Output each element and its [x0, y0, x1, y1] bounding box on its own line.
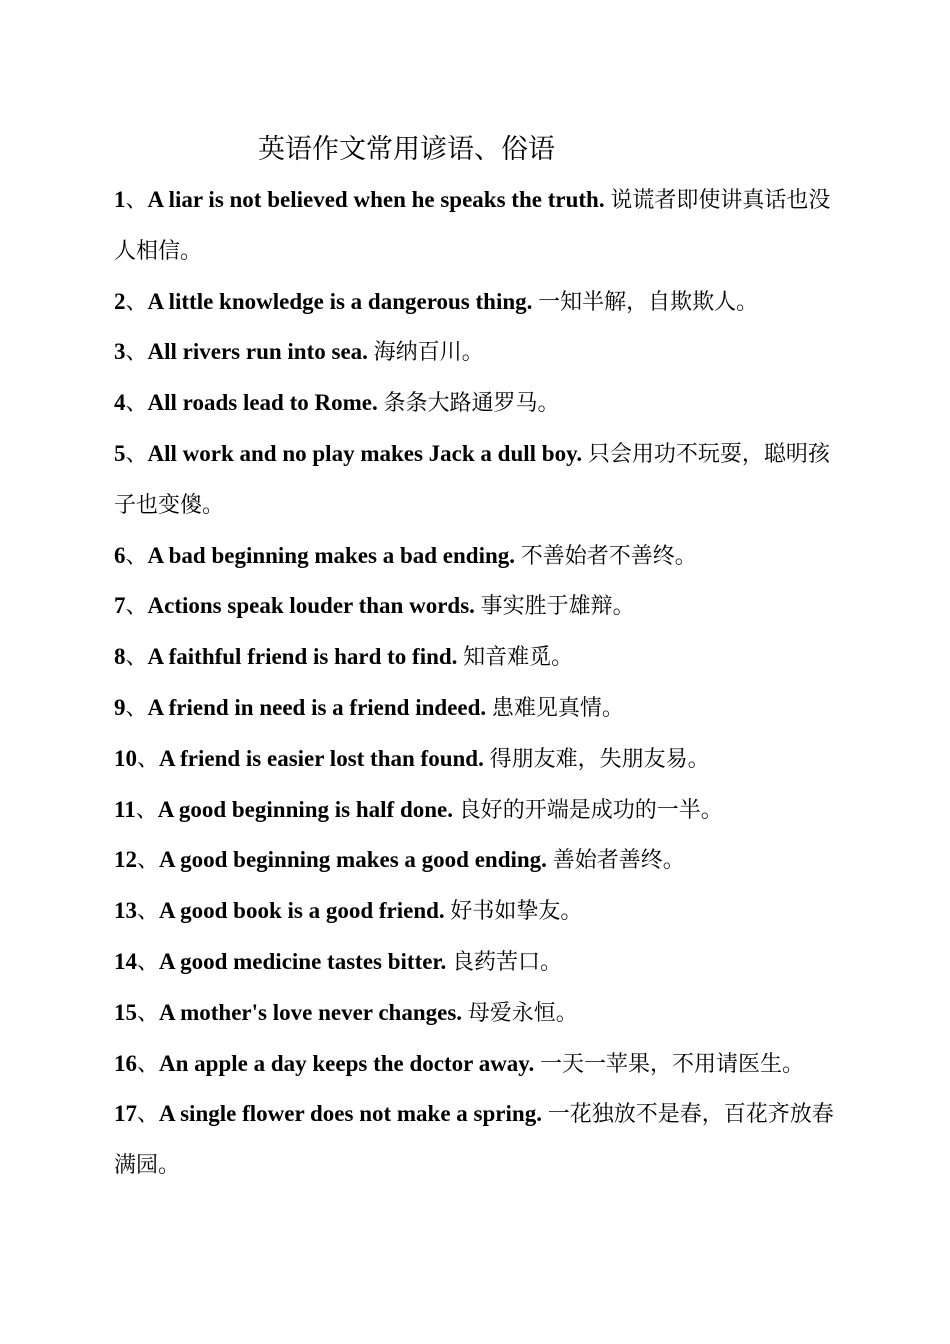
- item-separator: 、: [125, 391, 148, 417]
- proverb-item: [114, 531, 838, 582]
- proverb-item: [114, 785, 838, 836]
- document-title: 英语作文常用谚语、俗语: [258, 134, 555, 165]
- chinese-translation: 海纳百川。: [373, 340, 484, 366]
- item-number: 9: [114, 694, 126, 720]
- proverb-item: [114, 175, 838, 277]
- proverb-item: [114, 581, 838, 632]
- chinese-translation: 一花独放不是春，百花齐放春满园。: [114, 1102, 834, 1179]
- proverb-item: [114, 734, 838, 785]
- english-proverb: A little knowledge is a dangerous thing.: [147, 288, 533, 314]
- english-proverb: A good book is a good friend.: [159, 898, 445, 924]
- item-separator: 、: [125, 340, 148, 366]
- chinese-translation: 事实胜于雄辩。: [480, 594, 635, 620]
- english-proverb: A good medicine tastes bitter.: [159, 948, 447, 974]
- chinese-translation: 母爱永恒。: [467, 1000, 578, 1026]
- item-separator: 、: [137, 848, 160, 874]
- english-proverb: A faithful friend is hard to find.: [147, 644, 458, 670]
- chinese-translation: 只会用功不玩耍，聪明孩子也变傻。: [114, 441, 830, 518]
- proverb-item: [114, 835, 838, 886]
- chinese-translation: 良药苦口。: [452, 949, 563, 975]
- english-proverb: A single flower does not make a spring.: [159, 1101, 542, 1127]
- item-number: 3: [114, 339, 126, 365]
- item-separator: 、: [125, 695, 148, 721]
- item-separator: 、: [125, 645, 148, 671]
- item-number: 12: [114, 847, 137, 873]
- english-proverb: An apple a day keeps the doctor away.: [159, 1050, 535, 1076]
- proverb-item: [114, 429, 838, 531]
- item-separator: 、: [137, 949, 160, 975]
- chinese-translation: 好书如挚友。: [450, 899, 583, 925]
- english-proverb: A good beginning is half done.: [157, 796, 454, 822]
- item-number: 15: [114, 999, 137, 1025]
- chinese-translation: 得朋友难，失朋友易。: [489, 746, 710, 772]
- chinese-translation: 知音难觅。: [463, 645, 574, 671]
- proverb-item: [114, 327, 838, 378]
- proverb-list: [114, 175, 838, 1191]
- proverb-item: [114, 1089, 838, 1191]
- item-separator: 、: [137, 1000, 160, 1026]
- english-proverb: A mother's love never changes.: [159, 999, 463, 1025]
- item-number: 10: [114, 745, 137, 771]
- chinese-translation: 一知半解，自欺欺人。: [538, 289, 759, 315]
- proverb-item: [114, 937, 838, 988]
- item-number: 6: [114, 542, 126, 568]
- chinese-translation: 一天一苹果，不用请医生。: [540, 1051, 805, 1077]
- item-number: 14: [114, 948, 137, 974]
- item-separator: 、: [125, 543, 148, 569]
- item-separator: 、: [137, 746, 160, 772]
- proverb-item: [114, 632, 838, 683]
- english-proverb: Actions speak louder than words.: [147, 593, 475, 619]
- chinese-translation: 条条大路通罗马。: [383, 391, 560, 417]
- item-separator: 、: [137, 899, 160, 925]
- item-separator: 、: [125, 289, 148, 315]
- english-proverb: A friend is easier lost than found.: [159, 745, 484, 771]
- item-separator: 、: [137, 1102, 160, 1128]
- item-number: 1: [114, 187, 126, 212]
- chinese-translation: 说谎者即使讲真话也没人相信。: [114, 188, 831, 264]
- item-number: 11: [114, 796, 136, 822]
- english-proverb: A friend in need is a friend indeed.: [147, 694, 487, 720]
- proverb-item: [114, 988, 838, 1039]
- proverb-item: [114, 886, 838, 937]
- english-proverb: A liar is not believed when he speaks the truth.: [147, 187, 605, 212]
- item-number: 17: [114, 1101, 137, 1127]
- item-separator: 、: [137, 1051, 160, 1077]
- item-separator: 、: [135, 797, 158, 823]
- item-separator: 、: [125, 188, 148, 213]
- english-proverb: A bad beginning makes a bad ending.: [147, 542, 516, 568]
- proverb-item: [114, 378, 838, 429]
- proverb-item: [114, 277, 838, 328]
- english-proverb: A good beginning makes a good ending.: [159, 847, 547, 873]
- chinese-translation: 良好的开端是成功的一半。: [458, 797, 723, 823]
- english-proverb: All rivers run into sea.: [147, 339, 368, 365]
- chinese-translation: 不善始者不善终。: [520, 543, 697, 569]
- chinese-translation: 患难见真情。: [491, 695, 624, 721]
- item-number: 13: [114, 898, 137, 924]
- proverb-item: [114, 1039, 838, 1090]
- chinese-translation: 善始者善终。: [552, 848, 685, 874]
- proverb-item: [114, 683, 838, 734]
- item-number: 16: [114, 1050, 137, 1076]
- item-number: 7: [114, 593, 126, 619]
- english-proverb: All roads lead to Rome.: [147, 390, 378, 416]
- english-proverb: All work and no play makes Jack a dull boy.: [147, 440, 583, 466]
- item-number: 4: [114, 390, 126, 416]
- item-number: 5: [114, 440, 126, 466]
- item-number: 2: [114, 288, 126, 314]
- item-separator: 、: [125, 441, 148, 467]
- item-separator: 、: [125, 594, 148, 620]
- item-number: 8: [114, 644, 126, 670]
